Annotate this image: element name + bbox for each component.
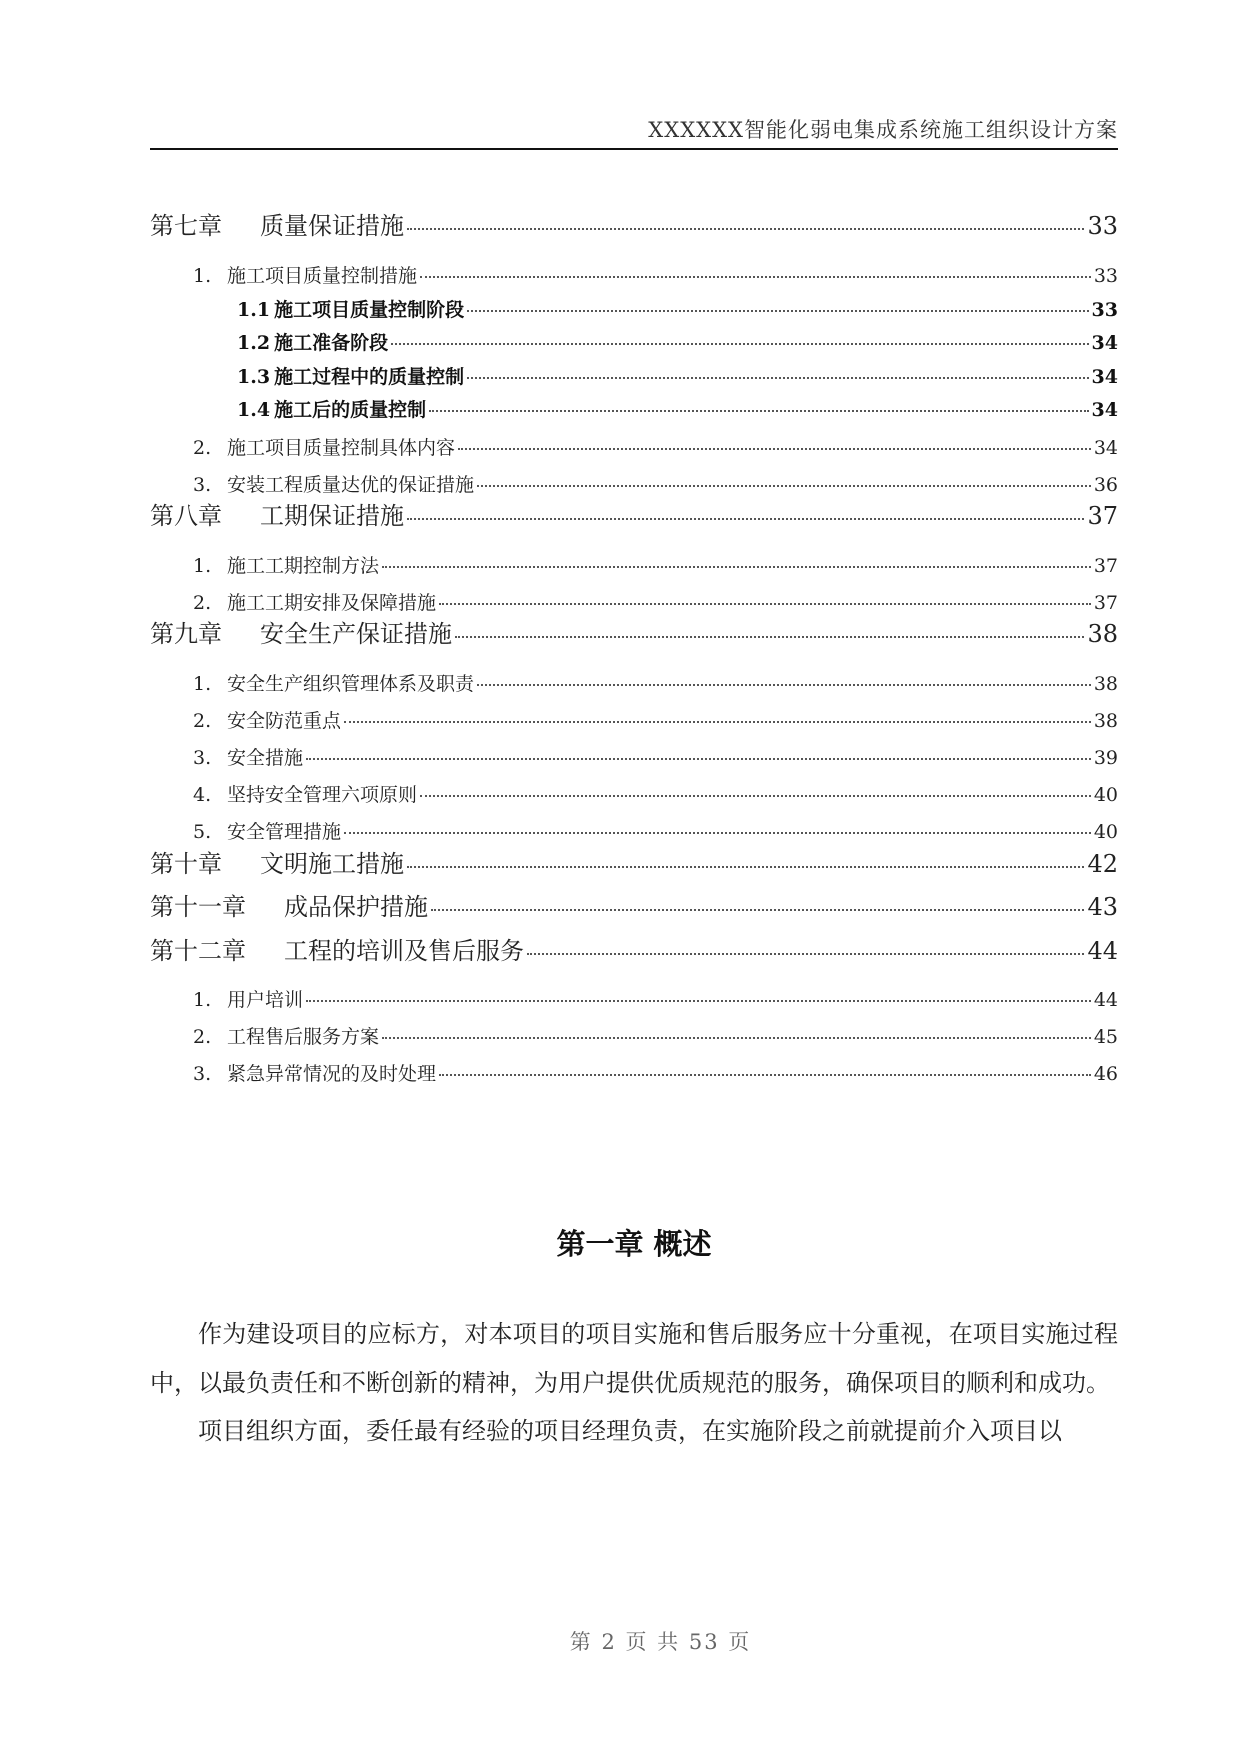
toc-entry-number: 2. <box>193 1026 212 1048</box>
toc-leader-dots <box>344 721 1091 723</box>
toc-entry-title: 紧急异常情况的及时处理 <box>227 1063 437 1085</box>
toc-entry-title: 施工工期控制方法 <box>227 555 380 577</box>
toc-entry[interactable] <box>150 328 1118 355</box>
toc-entry-page: 43 <box>1087 893 1118 921</box>
toc-entry-title: 施工后的质量控制 <box>274 399 427 421</box>
toc-entry-number: 第九章 <box>150 620 222 648</box>
toc-entry-number: 1.2 <box>237 332 271 354</box>
toc-entry-page: 40 <box>1093 784 1118 806</box>
toc-entry[interactable] <box>150 743 1118 770</box>
toc-entry-number: 1.4 <box>237 399 271 421</box>
page-number: 第 2 页 共 53 页 <box>569 1630 752 1654</box>
toc-entry[interactable] <box>150 614 1118 649</box>
toc-leader-dots <box>391 343 1088 345</box>
toc-leader-dots <box>467 377 1088 379</box>
toc-entry-page: 34 <box>1091 366 1118 388</box>
page-header <box>150 110 1118 150</box>
toc-entry-page: 34 <box>1093 437 1118 459</box>
toc-leader-dots <box>407 518 1084 520</box>
toc-entry-title: 质量保证措施 <box>260 212 404 240</box>
toc-entry[interactable] <box>150 931 1118 966</box>
body-text <box>150 1310 1118 1456</box>
toc-leader-dots <box>344 832 1091 834</box>
toc-entry[interactable] <box>150 496 1118 531</box>
toc-entry-title: 安全措施 <box>227 747 304 769</box>
toc-entry-number: 3. <box>193 1063 212 1085</box>
toc-entry-page: 38 <box>1093 673 1118 695</box>
toc-entry-number: 1. <box>193 555 212 577</box>
chapter-heading: 第一章 概述 <box>556 1227 712 1261</box>
toc-entry-title: 工期保证措施 <box>260 502 404 530</box>
toc-entry-number: 1. <box>193 673 212 695</box>
toc-leader-dots <box>407 228 1084 230</box>
toc-entry-page: 46 <box>1093 1063 1118 1085</box>
toc-entry[interactable] <box>150 706 1118 733</box>
toc-leader-dots <box>420 795 1091 797</box>
toc-leader-dots <box>407 866 1084 868</box>
toc-entry[interactable] <box>150 295 1118 322</box>
toc-entry-page: 37 <box>1093 592 1118 614</box>
body-paragraph: 作为建设项目的应标方，对本项目的项目实施和售后服务应十分重视，在项目实施过程中，以最负责任和不断创新的精神，为用户提供优质规范的服务，确保项目的顺利和成功。 <box>150 1320 1118 1397</box>
toc-entry[interactable] <box>150 588 1118 615</box>
toc-entry-number: 2. <box>193 710 212 732</box>
toc-entry[interactable] <box>150 1022 1118 1049</box>
toc-entry-number: 2. <box>193 592 212 614</box>
toc-entry-number: 第七章 <box>150 212 222 240</box>
toc-entry[interactable] <box>150 669 1118 696</box>
toc-entry[interactable] <box>150 433 1118 460</box>
toc-entry-title: 安装工程质量达优的保证措施 <box>227 474 475 496</box>
toc-leader-dots <box>382 1037 1091 1039</box>
toc-entry-number: 第八章 <box>150 502 222 530</box>
toc-entry[interactable] <box>150 470 1118 497</box>
toc-entry-number: 3. <box>193 747 212 769</box>
toc-leader-dots <box>429 410 1088 412</box>
toc-leader-dots <box>306 1000 1091 1002</box>
toc-entry-number: 第十一章 <box>150 893 246 921</box>
toc-entry[interactable] <box>150 887 1118 922</box>
toc-entry[interactable] <box>150 206 1118 241</box>
toc-entry[interactable] <box>150 1059 1118 1086</box>
toc-entry-title: 安全管理措施 <box>227 821 342 843</box>
toc-entry-number: 第十二章 <box>150 937 246 965</box>
toc-entry-page: 33 <box>1091 299 1118 321</box>
toc-leader-dots <box>439 1074 1091 1076</box>
toc-entry[interactable] <box>150 395 1118 422</box>
toc-leader-dots <box>306 758 1091 760</box>
toc-entry-title: 施工项目质量控制阶段 <box>274 299 465 321</box>
toc-entry[interactable] <box>150 261 1118 288</box>
toc-leader-dots <box>477 684 1091 686</box>
toc-entry-page: 33 <box>1093 265 1118 287</box>
toc-entry-page: 45 <box>1093 1026 1118 1048</box>
toc-leader-dots <box>431 909 1084 911</box>
toc-leader-dots <box>477 485 1091 487</box>
toc-leader-dots <box>439 603 1091 605</box>
toc-entry-title: 施工过程中的质量控制 <box>274 366 465 388</box>
toc-entry-title: 安全生产组织管理体系及职责 <box>227 673 475 695</box>
toc-entry-page: 36 <box>1093 474 1118 496</box>
toc-leader-dots <box>382 566 1091 568</box>
toc-entry[interactable] <box>150 780 1118 807</box>
toc-entry[interactable] <box>150 551 1118 578</box>
toc-entry[interactable] <box>150 817 1118 844</box>
toc-entry-page: 37 <box>1087 502 1118 530</box>
toc-leader-dots <box>420 276 1091 278</box>
toc-entry-number: 3. <box>193 474 212 496</box>
toc-entry-number: 1.3 <box>237 366 271 388</box>
toc-entry[interactable] <box>150 985 1118 1012</box>
toc-entry-title: 安全防范重点 <box>227 710 342 732</box>
toc-entry-number: 4. <box>193 784 212 806</box>
toc-entry-page: 34 <box>1091 399 1118 421</box>
toc-entry-page: 40 <box>1093 821 1118 843</box>
toc-entry-page: 34 <box>1091 332 1118 354</box>
toc-entry-title: 工程的培训及售后服务 <box>284 937 524 965</box>
toc-entry-page: 33 <box>1087 212 1118 240</box>
toc-leader-dots <box>467 310 1088 312</box>
toc-entry-title: 文明施工措施 <box>260 850 404 878</box>
toc-entry-number: 5. <box>193 821 212 843</box>
toc-leader-dots <box>527 953 1084 955</box>
toc-entry-page: 38 <box>1087 620 1118 648</box>
toc-leader-dots <box>455 636 1084 638</box>
toc-entry-page: 44 <box>1093 989 1118 1011</box>
toc-entry-page: 38 <box>1093 710 1118 732</box>
toc-entry-page: 42 <box>1087 850 1118 878</box>
page-footer <box>0 1626 1241 1656</box>
toc-entry-title: 施工项目质量控制措施 <box>227 265 418 287</box>
toc-entry-title: 安全生产保证措施 <box>260 620 452 648</box>
toc-entry[interactable] <box>150 844 1118 879</box>
toc-entry-title: 用户培训 <box>227 989 304 1011</box>
toc-entry-title: 施工项目质量控制具体内容 <box>227 437 456 459</box>
toc-leader-dots <box>458 448 1091 450</box>
toc-entry[interactable] <box>150 362 1118 389</box>
body-paragraph: 项目组织方面，委任最有经验的项目经理负责，在实施阶段之前就提前介入项目以 <box>198 1417 1062 1445</box>
toc-entry-title: 工程售后服务方案 <box>227 1026 380 1048</box>
toc-entry-title: 施工工期安排及保障措施 <box>227 592 437 614</box>
toc-entry-page: 44 <box>1087 937 1118 965</box>
toc-entry-title: 施工准备阶段 <box>274 332 389 354</box>
toc-entry-number: 2. <box>193 437 212 459</box>
toc-entry-number: 1. <box>193 265 212 287</box>
toc-entry-number: 第十章 <box>150 850 222 878</box>
toc-entry-page: 37 <box>1093 555 1118 577</box>
toc-entry-page: 39 <box>1093 747 1118 769</box>
toc-entry-title: 坚持安全管理六项原则 <box>227 784 418 806</box>
toc-entry-number: 1.1 <box>237 299 271 321</box>
header-title: XXXXXX智能化弱电集成系统施工组织设计方案 <box>648 118 1118 142</box>
toc-entry-title: 成品保护措施 <box>284 893 428 921</box>
toc-entry-number: 1. <box>193 989 212 1011</box>
